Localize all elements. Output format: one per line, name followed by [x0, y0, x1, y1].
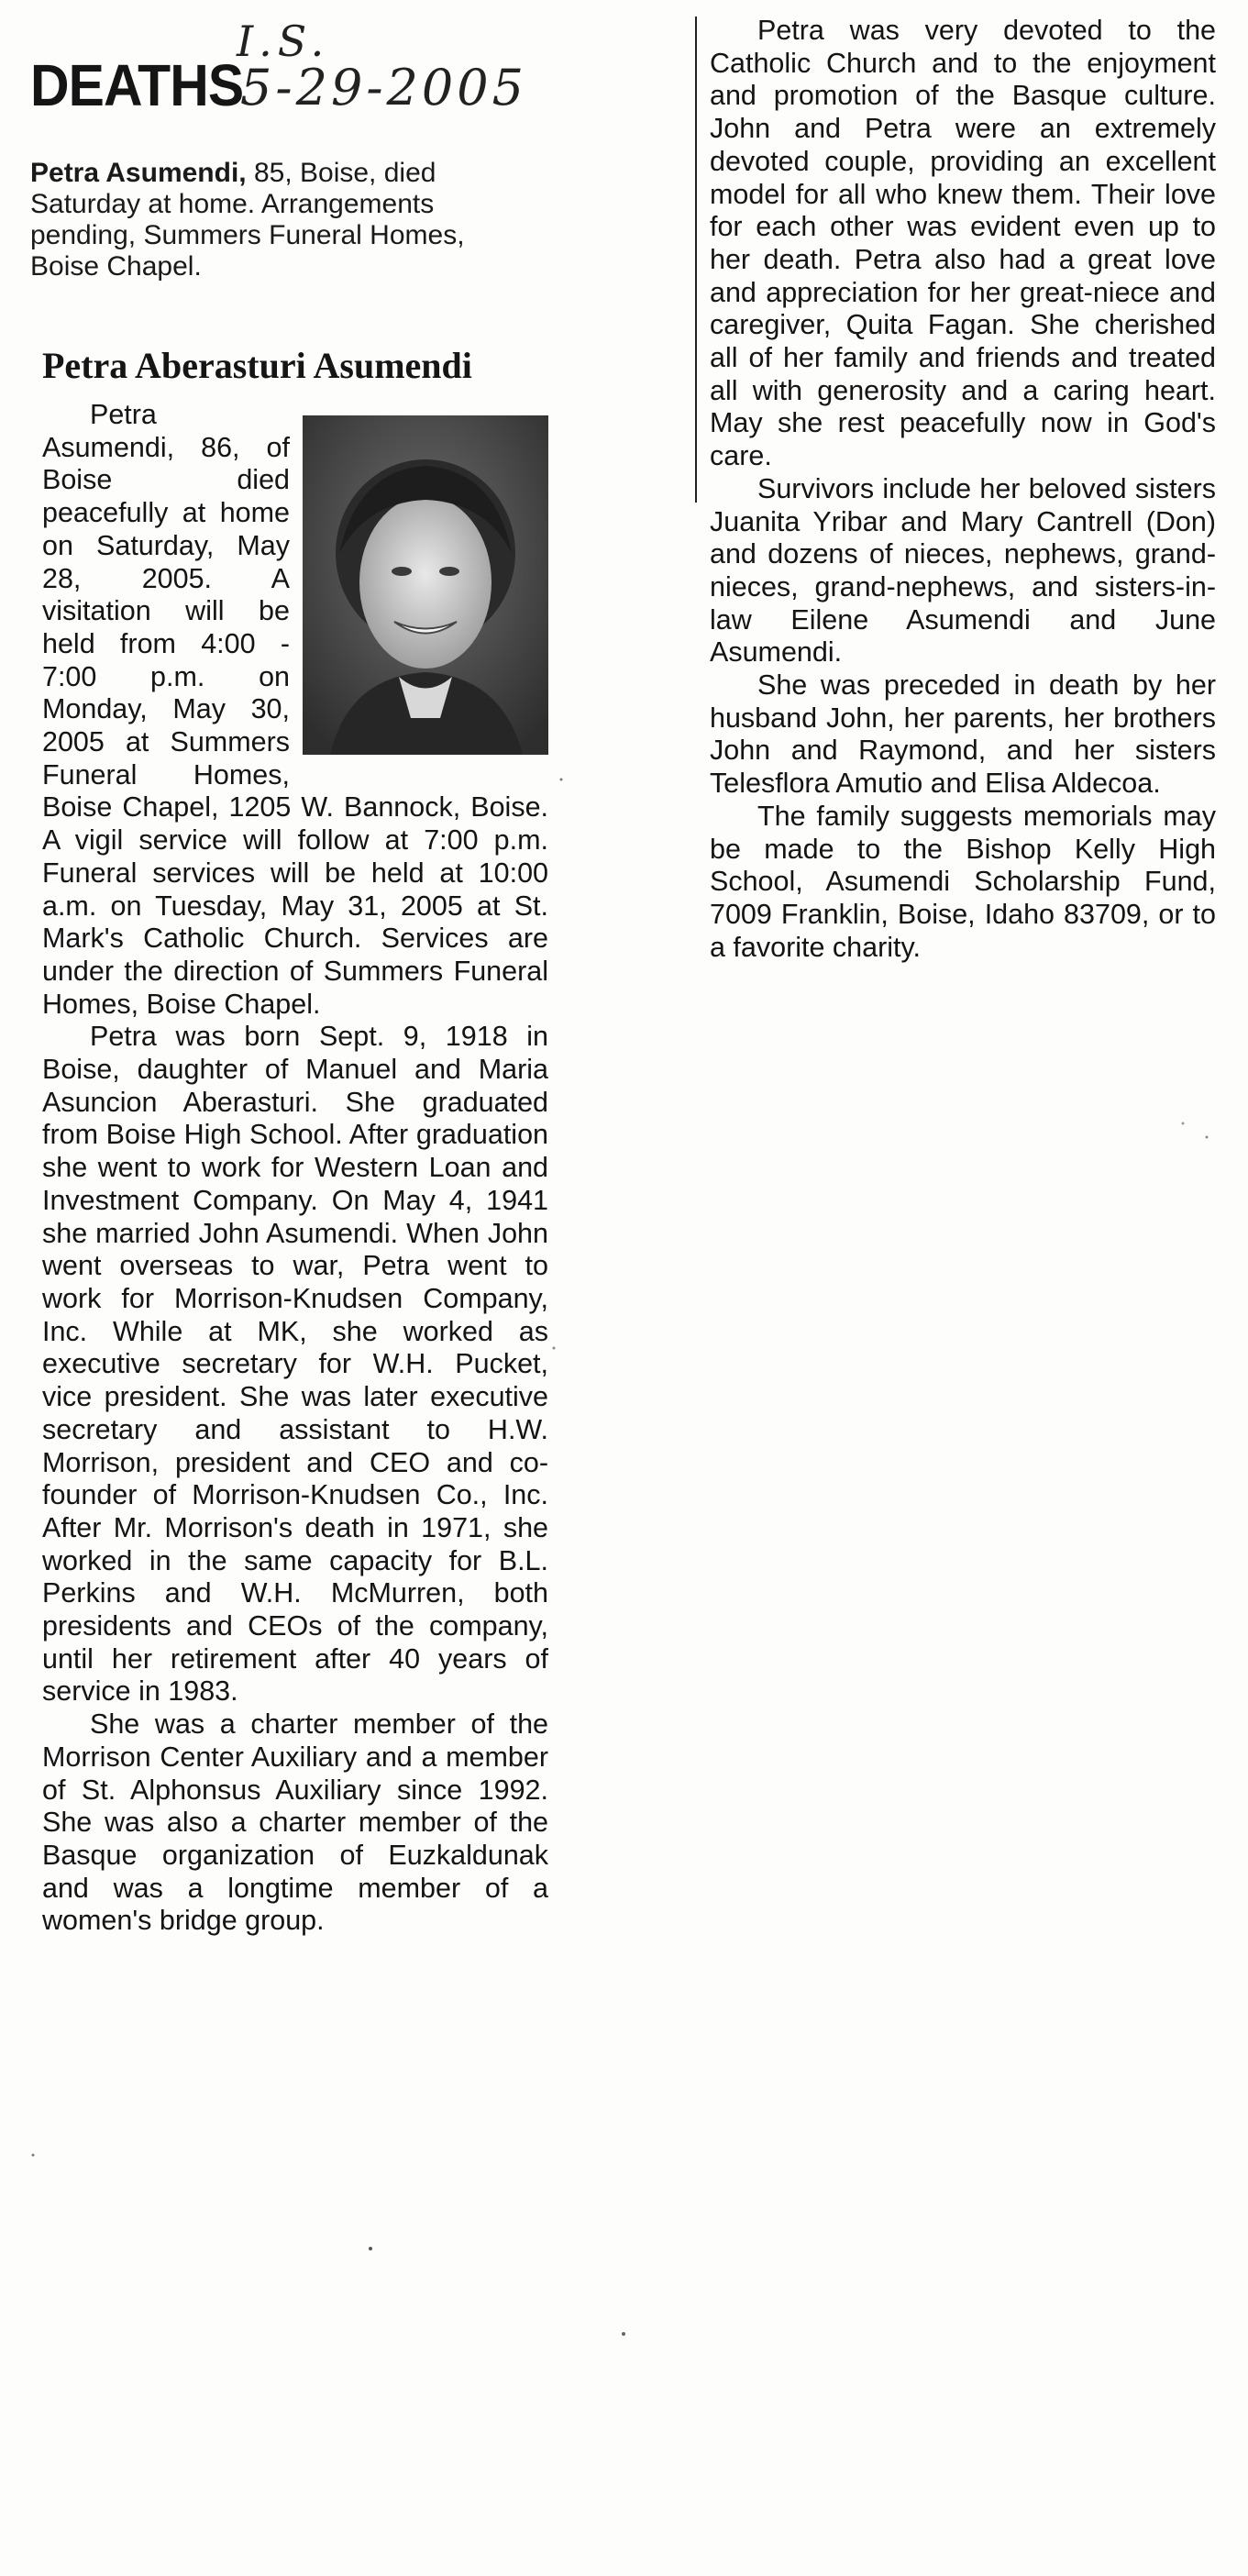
obituary-paragraph-4: Petra was very devoted to the Catholic Church and to the enjoyment and promotion of the Basque culture. John and Petra were an extremely devoted couple, providing an excellent model for all who knew them. Their love for each other was evident even up to her death. Petra also had a great love and appreciation for her great-niece and caregiver, Quita Fagan. She cherished all of her family and friends and treated all with generosity and a caring heart. May she rest peacefully now in God's care.	[710, 15, 1216, 472]
obituary-title: Petra Aberasturi Asumendi	[42, 345, 472, 386]
obituary-column-left	[42, 399, 548, 1938]
section-heading: DEATHS	[30, 52, 244, 118]
obituary-paragraph-3: She was a charter member of the Morrison Center Auxiliary and a member of St. Alphonsus Auxiliary since 1992. She was also a charter member of the Basque organization of Euzkaldunak and was a longtime member of a women's bridge group.	[42, 1708, 548, 1937]
death-notice-brief	[30, 158, 535, 282]
obituary-paragraph-5: Survivors include her beloved sisters Juanita Yribar and Mary Cantrell (Don) and dozens of nieces, nephews, grand-nieces, grand-nephews, and sisters-in-law Eilene Asumendi and June Asumendi.	[710, 472, 1216, 669]
column-rule	[695, 17, 697, 503]
obituary-paragraph-2: Petra was born Sept. 9, 1918 in Boise, daughter of Manuel and Maria Asuncion Aberasturi. She graduated from Boise High School. After graduation she went to work for Western Loan and Investment Company. On May 4, 1941 she married John Asumendi. When John went overseas to war, Petra went to work for Morrison-Knudsen Company, Inc. While at MK, she worked as executive secretary for W.H. Pucket, vice president. She was later executive secretary and assistant to H.W. Morrison, president and CEO and co-founder of Morrison-Knudsen Co., Inc. After Mr. Morrison's death in 1971, she worked in the same capacity for B.L. Perkins and W.H. McMurren, both presidents and CEOs of the company, until her retirement after 40 years of service in 1983.	[42, 1021, 548, 1708]
obituary-paragraph-7: The family suggests memorials may be made to the Bishop Kelly High School, Asumendi Scholarship Fund, 7009 Franklin, Boise, Idaho 83709, or to a favorite charity.	[710, 800, 1216, 963]
obituary-paragraph-6: She was preceded in death by her husband John, her parents, her brothers John and Raymond, and her sisters Telesflora Amutio and Elisa Aldecoa.	[710, 669, 1216, 800]
obituary-paragraph-1: Petra Asumendi, 86, of Boise died peacefully at home on Saturday, May 28, 2005. A visitation will be held from 4:00 - 7:00 p.m. on Monday, May 30, 2005 at Summers Funeral Homes, Boise Chapel, 1205 W. Bannock, Boise. A vigil service will follow at 7:00 p.m. Funeral services will be held at 10:00 a.m. on Tuesday, May 31, 2005 at St. Mark's Catholic Church. Services are under the direction of Summers Funeral Homes, Boise Chapel.	[42, 399, 548, 1020]
brief-name: Petra Asumendi,	[30, 158, 247, 188]
obituary-column-right	[710, 15, 1216, 964]
portrait-photo	[303, 415, 548, 755]
portrait-image	[303, 415, 548, 755]
handwritten-date: 5-29-2005	[240, 59, 527, 116]
brief-text: 85, Boise, died Saturday at home. Arrangements pending, Summers Funeral Homes, Boise Chapel.	[30, 158, 465, 282]
handwritten-initials: I.S.	[237, 17, 330, 66]
